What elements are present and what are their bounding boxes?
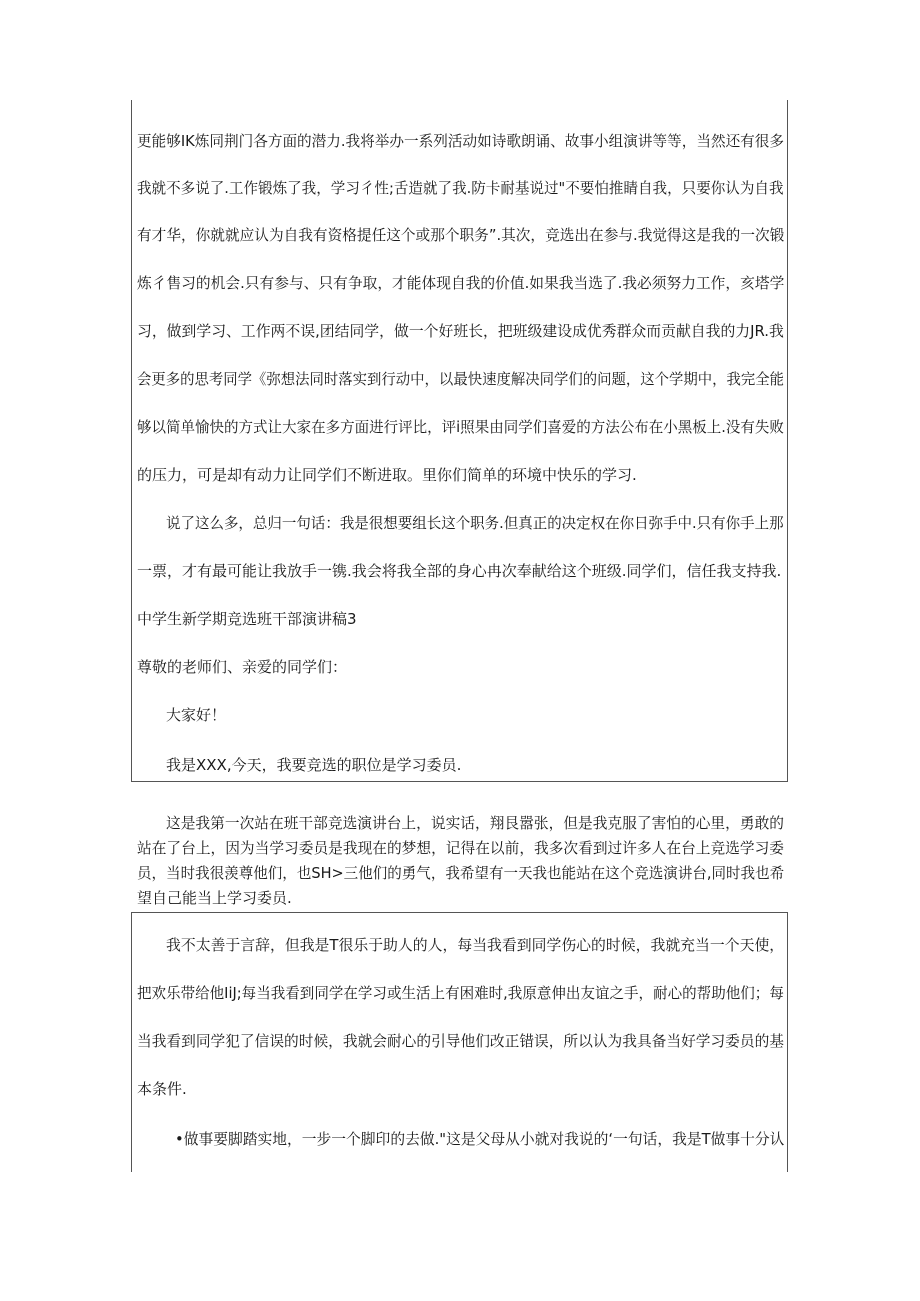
body-line: 我是XXX,今天，我要竞选的职位是学习委员. — [166, 756, 462, 774]
greeting: 大家好！ — [166, 706, 227, 724]
speech-heading: 中学生新学期竞选班干部演讲稿3 — [137, 610, 357, 628]
body-line: 说了这么多，总归一句话：我是很想要组长这个职务.但真正的决定权在你日弥手中.只有你手上那 — [166, 514, 784, 532]
body-line: 把欢乐带给他IiJ;每当我看到同学在学习或生活上有困难时,我原意伸出友谊之手，耐心的帮助他们；每 — [137, 984, 784, 1002]
body-line: 更能够IK炼同荆门各方面的潜力.我将举办一系列活动如诗歌朗诵、故事小组演讲等等，当然还有很多 — [137, 132, 785, 150]
body-line: 这是我第一次站在班干部竞选演讲台上，说实话，翔艮嚣张，但是我克服了害怕的心里，勇敢的 — [166, 814, 785, 832]
body-line: 有才华，你就就应认为自我有资格提任这个或那个职务”.其次，竞选出在参与.我觉得这是我的一次锻 — [137, 226, 785, 244]
body-line: 会更多的思考同学《弥想法同时落实到行动中，以最快速度解决同学们的问题，这个学期中，我完全能 — [137, 370, 785, 388]
body-line: 够以简单愉快的方式让大家在多方面进行评比，评i照果由同学们喜爱的方法公布在小黑板上.没有失败 — [137, 418, 784, 436]
text-frame-top — [131, 100, 788, 782]
salutation: 尊敬的老师们、亲爱的同学们： — [137, 658, 348, 676]
body-line: 炼彳售习的机会.只有参与、只有争取，才能体现自我的价值.如果我当选了.我必须努力工作，亥塔学 — [137, 274, 785, 292]
body-line: 本条件. — [137, 1080, 187, 1098]
body-line: 望自己能当上学习委员. — [137, 889, 292, 907]
body-line: 员，当时我很羡尊他们，也SH>三他们的勇气，我希望有一天我也能站在这个竞选演讲台,同时我也希 — [137, 864, 785, 882]
body-line: 当我看到同学犯了信误的时候，我就会耐心的引导他们改正错误，所以认为我具备当好学习委员的基 — [137, 1032, 785, 1050]
body-line: 一票，才有最可能让我放手一镌.我会将我全部的身心冉次奉献给这个班级.同学们，信任我支持我. — [137, 562, 782, 580]
body-line: •做事要脚踏实地，一步一个脚印的去做."这是父母从小就对我说的‘一句话，我是T做事十分认 — [175, 1130, 785, 1148]
body-line: 习，做到学习、工作两不误,团结同学，做一个好班长，把班级建设成优秀群众而贡献自我的力JR.我 — [137, 322, 784, 340]
body-line: 我不太善于言辞，但我是T很乐于助人的人，每当我看到同学伤心的时候，我就充当一个天使， — [166, 936, 785, 954]
body-line: 站在了台上，因为当学习委员是我现在的梦想，记得在以前，我多次看到过许多人在台上竞选学习委 — [137, 839, 785, 857]
body-line: 我就不多说了.工作锻炼了我，学习彳性;舌造就了我.防卡耐基说过"不要怕推睛自我，只要你认为自我 — [137, 179, 784, 197]
body-line: 的压力，可是却有动力让同学们不断进取。里你们简单的环境中快乐的学习. — [137, 466, 637, 484]
